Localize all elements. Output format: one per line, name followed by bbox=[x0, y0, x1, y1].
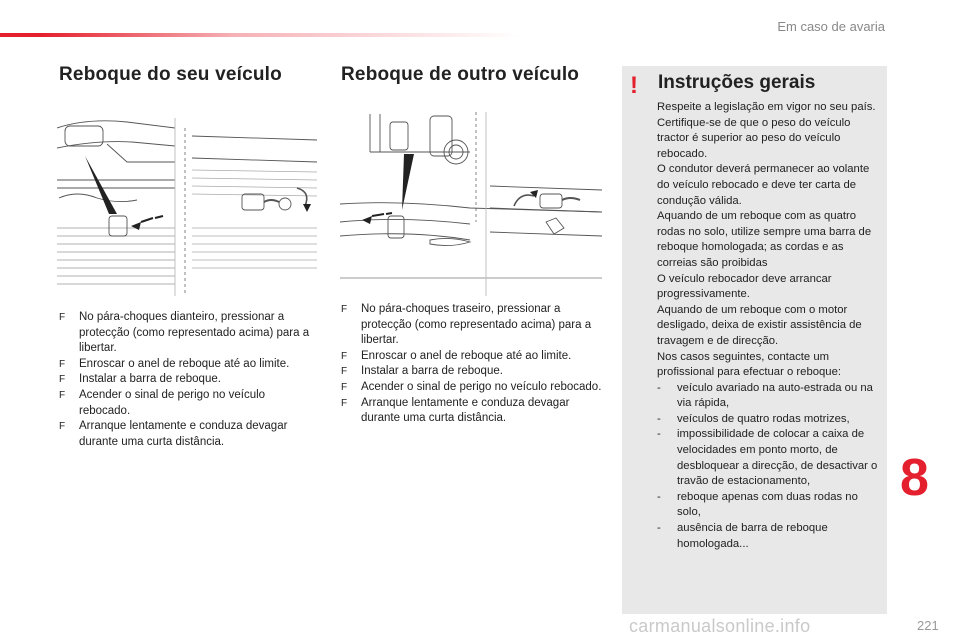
front-bumper-illustration bbox=[57, 118, 319, 296]
panel-paragraph: Aquando de um reboque com as quatro rodas no solo, utilize sempre uma barra de reboque homologada; as cordas e as correias são proibidas bbox=[657, 210, 872, 269]
left-steps-list bbox=[59, 310, 319, 450]
step-text: No pára-choques traseiro, pressionar a protecção (como representado acima) para a libertar. bbox=[361, 303, 592, 347]
left-heading: Reboque do seu veículo bbox=[59, 64, 282, 85]
rear-bumper-illustration bbox=[340, 112, 602, 296]
case-text: ausência de barra de reboque homologada... bbox=[677, 522, 828, 550]
page-number: 221 bbox=[917, 618, 939, 633]
bullet-icon: F bbox=[59, 421, 66, 433]
warning-icon: ! bbox=[630, 72, 638, 99]
case-text: impossibilidade de colocar a caixa de velocidades em ponto morto, de desbloquear a direcção, de desactivar o travão de estacionamento, bbox=[677, 428, 878, 488]
step-text: Enroscar o anel de reboque até ao limite. bbox=[361, 349, 572, 362]
bullet-icon: F bbox=[59, 358, 66, 370]
list-item bbox=[341, 380, 603, 396]
bullet-icon: F bbox=[341, 304, 348, 315]
dash-marker: - bbox=[657, 381, 661, 394]
step-text: Instalar a barra de reboque. bbox=[79, 373, 221, 386]
list-item bbox=[59, 357, 319, 373]
middle-steps-list bbox=[341, 302, 603, 427]
bullet-icon: F bbox=[341, 366, 348, 378]
section-title: Em caso de avaria bbox=[777, 19, 885, 34]
bullet-icon: F bbox=[59, 389, 66, 401]
middle-heading: Reboque de outro veículo bbox=[341, 64, 580, 85]
step-text: Acender o sinal de perigo no veículo rebocado. bbox=[361, 380, 602, 393]
panel-title: Instruções gerais bbox=[658, 72, 816, 93]
header-accent-bar bbox=[0, 33, 520, 37]
dash-marker: - bbox=[657, 428, 661, 441]
list-item bbox=[657, 381, 881, 412]
list-item bbox=[59, 388, 319, 419]
dash-marker: - bbox=[657, 490, 661, 503]
bullet-icon: F bbox=[59, 374, 66, 386]
list-item bbox=[657, 427, 881, 489]
case-text: reboque apenas com duas rodas no solo, bbox=[677, 490, 858, 519]
step-text: Arranque lentamente e conduza devagar durante uma curta distância. bbox=[79, 420, 288, 448]
list-item bbox=[657, 412, 881, 428]
dash-marker: - bbox=[657, 412, 661, 425]
list-item bbox=[657, 490, 881, 521]
general-instructions-panel bbox=[622, 66, 887, 614]
list-item bbox=[59, 419, 319, 450]
panel-paragraph: Respeite a legislação em vigor no seu país. bbox=[657, 101, 876, 113]
list-item bbox=[341, 364, 603, 380]
watermark: carmanualsonline.info bbox=[629, 616, 811, 636]
dash-marker: - bbox=[657, 522, 661, 535]
panel-paragraph: O veículo rebocador deve arrancar progressivamente. bbox=[657, 272, 832, 301]
step-text: Acender o sinal de perigo no veículo rebocado. bbox=[79, 388, 266, 417]
panel-paragraph: Nos casos seguintes, contacte um profissional para efectuar o reboque: bbox=[657, 350, 842, 379]
list-item bbox=[341, 396, 603, 427]
case-text: veículos de quatro rodas motrizes, bbox=[677, 412, 850, 425]
step-text: No pára-choques dianteiro, pressionar a protecção (como representado acima) para a libertar. bbox=[79, 311, 310, 355]
chapter-number: 8 bbox=[900, 449, 929, 507]
bullet-icon: F bbox=[59, 312, 66, 323]
panel-paragraph: O condutor deverá permanecer ao volante do veículo rebocado e deve ter carta de condução válida. bbox=[657, 163, 870, 207]
cases-list bbox=[657, 381, 881, 553]
panel-body bbox=[657, 100, 881, 552]
bullet-icon: F bbox=[341, 350, 348, 362]
case-text: veículo avariado na auto-estrada ou na via rápida, bbox=[677, 381, 873, 410]
bullet-icon: F bbox=[341, 381, 348, 393]
list-item bbox=[341, 302, 603, 349]
step-text: Instalar a barra de reboque. bbox=[361, 365, 503, 378]
step-text: Enroscar o anel de reboque até ao limite. bbox=[79, 357, 290, 370]
list-item bbox=[341, 349, 603, 365]
list-item bbox=[657, 521, 881, 552]
list-item bbox=[59, 310, 319, 357]
panel-paragraph: Certifique-se de que o peso do veículo tractor é superior ao peso do veículo rebocado. bbox=[657, 116, 851, 160]
bullet-icon: F bbox=[341, 397, 348, 409]
list-item bbox=[59, 372, 319, 388]
step-text: Arranque lentamente e conduza devagar durante uma curta distância. bbox=[361, 396, 570, 425]
panel-paragraph: Aquando de um reboque com o motor desligado, deixa de existir assistência de travagem e de direcção. bbox=[657, 303, 862, 347]
